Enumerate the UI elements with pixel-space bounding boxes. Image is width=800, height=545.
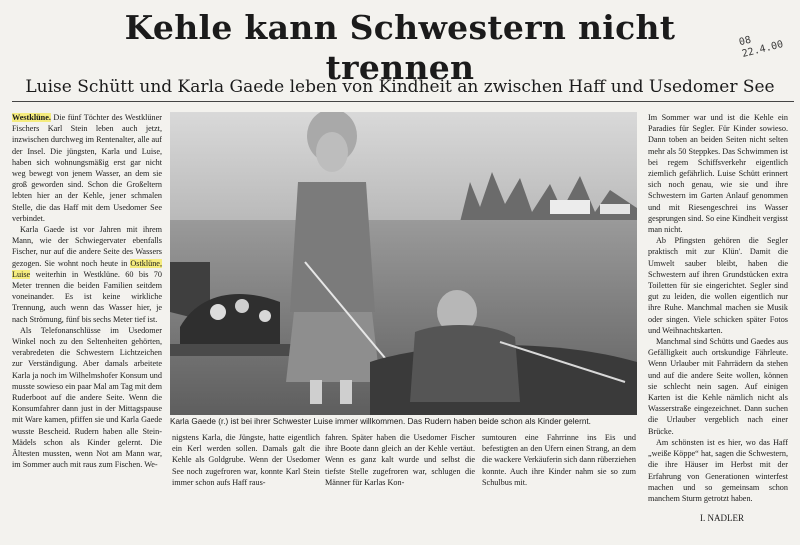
bottom-column-3: fahren. Später haben die Usedomer Fischer ihre Boote dann gleich an der Kehle vertäut. Wenn es ganz kalt wurde und selbst die tiefste Stelle zugefroren war, schlugen die Männer für Karlas Kon- <box>325 433 475 487</box>
top-rule <box>12 101 794 102</box>
photo-two-sisters-boat <box>170 112 637 415</box>
photo-caption: Karla Gaede (r.) ist bei ihrer Schwester Luise immer willkommen. Das Rudern haben beide schon als Kinder gelernt. <box>170 417 591 426</box>
paragraph-3: Als Telefonanschlüsse im Usedomer Winkel noch zu den Seltenheiten gehörten, verabredeten die Schwestern Lichtzeichen zur Verständigung. Aber damals arbeitete Karla ja noch im Wilhelmshofer Konsum und musste sowieso ein paar Mal am Tag mit dem Ruderboot auf die andere Seite. Wenn die Konsumfahrer dann just in der Mittagspause mit Ware kamen, pfiffen sie und Karla Gaede wusste Bescheid. Rudern haben alle Stein-Mädels schon als Kinder gelernt. Die Ältesten mussten, wenn Not am Mann war, im Sommer auch mit raus zum Fischen. We- <box>12 325 162 470</box>
highlighted-place: Ostklüne, Luise <box>12 258 162 279</box>
bottom-column-4: sumtouren eine Fahrrinne ins Eis und befestigten an den Ufern einen Strang, an dem die wackere Verkäuferin sich dann rüberziehen konnte. Auch ihre Kinder nahm sie so zum Schulbus mit. <box>482 433 636 487</box>
handwritten-date: 08 22.4.00 <box>737 34 785 60</box>
right-column: Im Sommer war und ist die Kehle ein Paradies für Segler. Für Kinder sowieso. Dann toben an beiden Seiten nicht selten mehr als 50 Steppkes. Das Schwimmen ist bei regem Schiffsverkehr eigentlich ziemlich gefährlich. Luise Schütt erinnert sich noch genau, wie sie und ihre Schwestern im Garten Anlauf genommen und mit Riesengeschrei ins Wasser gesprungen sind. So eine Kindheit vergisst man nicht. Ab Pfingsten gehören die Segler praktisch mit zur Klün'. Damit die Umwelt sauber bleibt, haben die Schwestern auf ihren Grundstücken extra Toiletten für sie eingerichtet. Segler sind gut zu leiden, die wollen eigentlich nur ihre Ruhe. Manchmal machen sie Musik oder singen. Viele schicken später Fotos und Weihnachtskarten. Manchmal sind Schütts und Gaedes aus Gefälligkeit auch ortskundige Fährleute. Wenn Urlauber mit Fahrrädern da stehen und auf die andere Seite wollen, können sie schlecht nein sagen. Auf einigen Karten ist die Kehle nämlich nicht als Wasserstraße eingezeichnet. Dann suchen die Urlauber vergeblich nach einer Brücke. Am schönsten ist es hier, wo das Haff „weiße Köppe“ hat, sagen die Schwestern, die ihre Häuser im Herbst mit der Erfahrung von Generationen winterfest machen und so gemeinsam schon manchem Sturm getrotzt haben. <box>648 113 788 503</box>
paragraph-1: Westklüne. Die fünf Töchter des Westklüner Fischers Karl Stein leben auch jetzt, inzwischen durchweg im Rentenalter, alle auf der Insel. Die jüngsten, Karla und Luise, haben sich wohnungsmäßig erst gar nicht weg bewegt von jenem Wasser, an dem sie groß geworden sind. Schon die Großeltern lebten hier an der Kehle, jener schmalen Stelle, die das Haff mit dem Usedomer See verbindet. <box>12 113 162 223</box>
lead-place: Westklüne. <box>12 113 51 122</box>
subheadline: Luise Schütt und Karla Gaede leben von Kindheit an zwischen Haff und Usedomer See <box>25 77 775 97</box>
left-column <box>12 112 162 540</box>
headline: Kehle kann Schwestern nicht trennen <box>124 8 676 87</box>
paragraph-2: Karla Gaede ist vor Jahren mit ihrem Mann, wie der Schwiegervater ebenfalls Fischer, nur auf die andere Seite des Wassers gezogen. Sie wohnt noch heute in Ostklüne, Luise weiterhin in Westklüne. 60 bis 70 Meter trennen die beiden Familien seitdem voneinander. Es ist keine wirkliche Trennung, auch wenn das Wasser hier, je nach Strömung, fünf bis sechs Meter tief ist. <box>12 225 162 324</box>
bottom-column-2: nigstens Karla, die Jüngste, hatte eigentlich ein Kerl werden sollen. Damals galt die Kehle als Goldgrube. Wenn der Usedomer See noch zugefroren war, konnte Karl Stein immer schon aufs Haff raus- <box>172 433 320 487</box>
photo-illustration <box>170 112 637 415</box>
author-signature: I. NADLER <box>700 513 744 523</box>
